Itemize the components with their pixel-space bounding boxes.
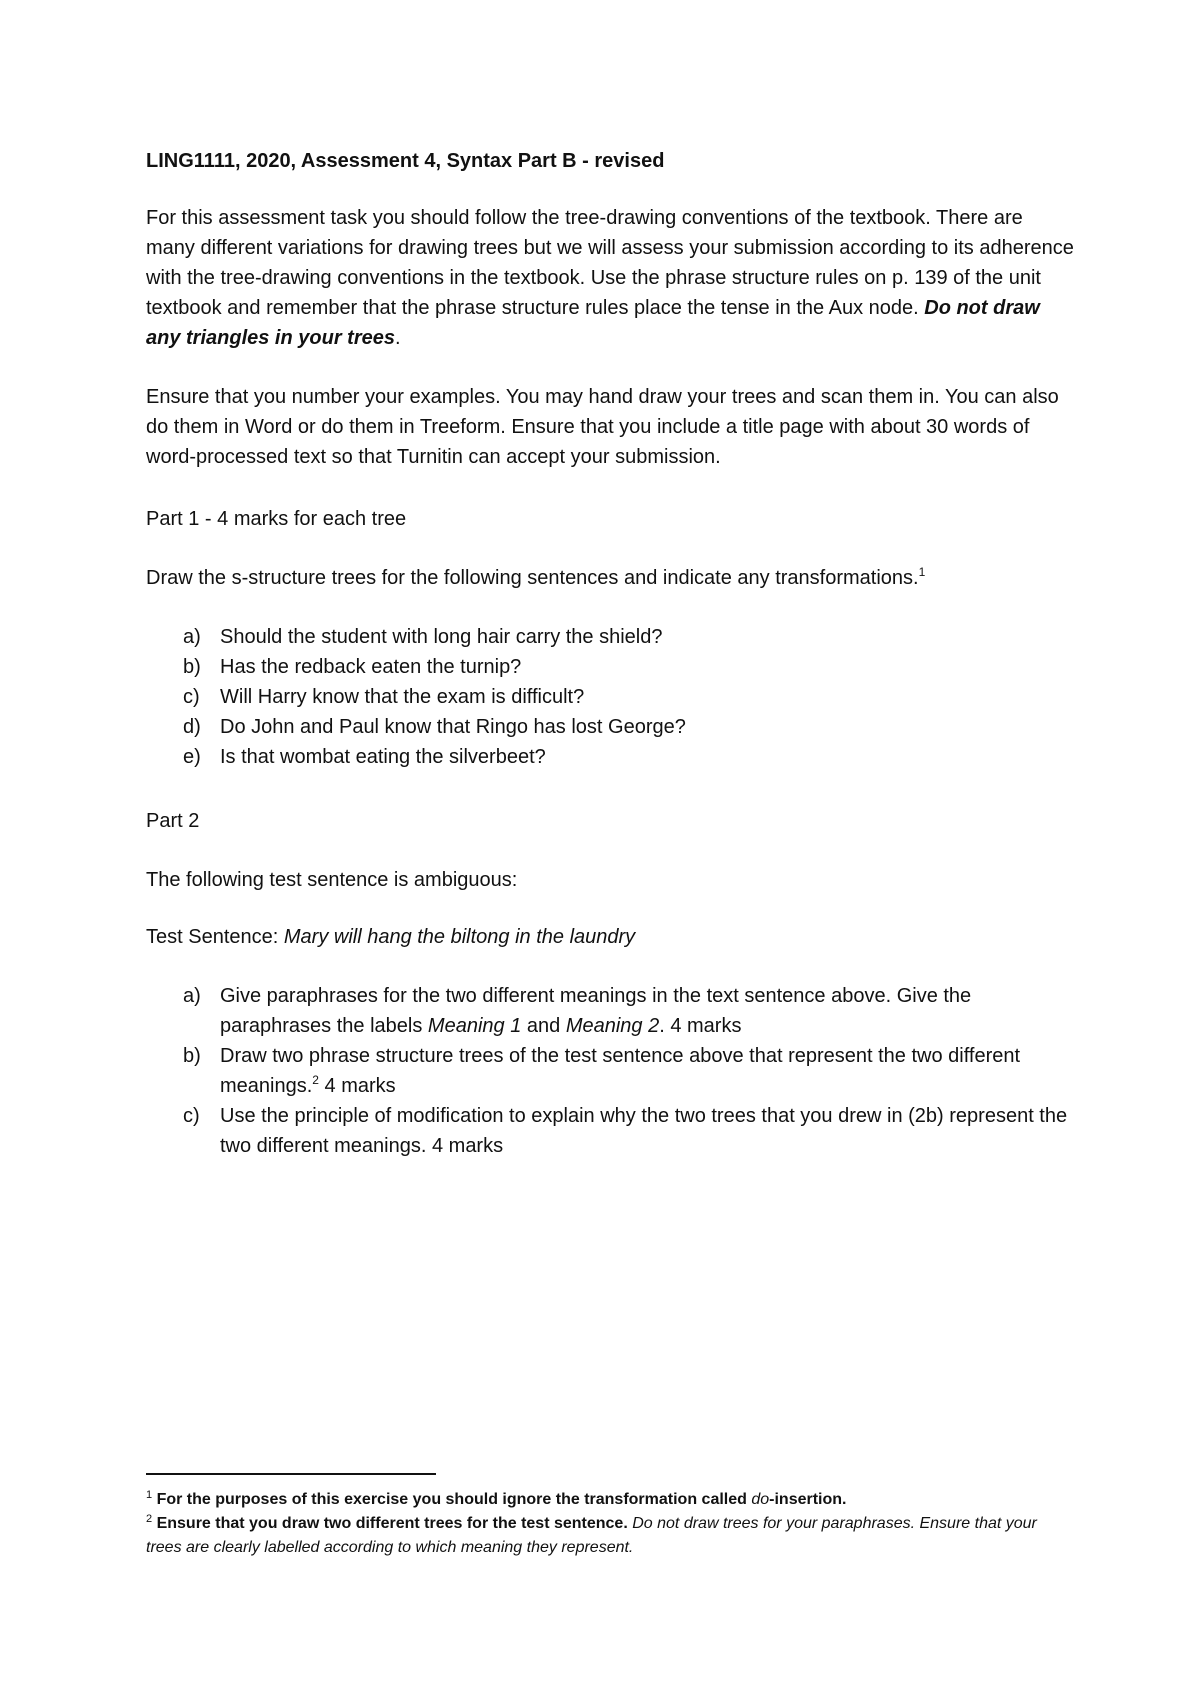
test-sentence-text: Mary will hang the biltong in the laundry bbox=[283, 926, 636, 948]
part1-instruction-text: Draw the s-structure trees for the following sentences and indicate any transformations. bbox=[146, 567, 919, 589]
item-text: Has the redback eaten the turnip? bbox=[220, 656, 522, 678]
footnote-number: 1 bbox=[146, 1489, 153, 1501]
item-marks: 4 marks bbox=[318, 1075, 396, 1097]
item-text: Draw two phrase structure trees of the test sentence above that represent the two different meanings. bbox=[220, 1045, 1021, 1097]
document-title: LING1111, 2020, Assessment 4, Syntax Part B - revised bbox=[146, 150, 665, 172]
footnote-number: 2 bbox=[146, 1513, 153, 1525]
list-item bbox=[146, 712, 1076, 742]
footnote-2 bbox=[146, 1512, 1066, 1560]
item-text: Should the student with long hair carry the shield? bbox=[220, 626, 663, 648]
meaning-1-label: Meaning 1 bbox=[427, 1015, 522, 1037]
item-text: Will Harry know that the exam is difficult? bbox=[220, 686, 585, 708]
intro-text: For this assessment task you should follow the tree-drawing conventions of the textbook. There are many different variations for drawing trees but we will assess your submission according to its adherence with the tree-drawing conventions in the textbook. Use the phrase structure rules on p. 139 of the unit textbook and remember that the phrase structure rules place the tense in the Aux node. bbox=[146, 207, 1074, 319]
part2-question-list bbox=[146, 981, 1076, 1161]
footnote-divider bbox=[146, 1473, 436, 1475]
part2-heading: Part 2 bbox=[146, 810, 200, 832]
footnote-text: Ensure that you draw two different trees for the test sentence. bbox=[152, 1515, 628, 1532]
part2-intro: The following test sentence is ambiguous: bbox=[146, 869, 518, 891]
item-text: Use the principle of modification to explain why the two trees that you drew in (2b) represent the two different meanings. 4 marks bbox=[220, 1105, 1068, 1157]
footnote-ref-1[interactable]: 1 bbox=[918, 565, 926, 579]
item-text: Give paraphrases for the two different meanings in the text sentence above. Give the paraphrases the labels bbox=[220, 985, 972, 1037]
list-item bbox=[146, 742, 1076, 772]
test-sentence-label: Test Sentence: bbox=[146, 926, 284, 948]
item-label: c) bbox=[183, 686, 200, 708]
item-label: b) bbox=[183, 1045, 201, 1067]
list-item bbox=[146, 682, 1076, 712]
item-label: e) bbox=[183, 746, 201, 768]
item-text: Do John and Paul know that Ringo has lost George? bbox=[220, 716, 686, 738]
list-item bbox=[146, 652, 1076, 682]
part1-heading: Part 1 - 4 marks for each tree bbox=[146, 508, 407, 530]
intro-paragraph-2: Ensure that you number your examples. You may hand draw your trees and scan them in. You can also do them in Word or do them in Treeform. Ensure that you include a title page with about 30 words of word-processed text so that Turnitin can accept your submission. bbox=[146, 386, 1059, 468]
footnote-italic: do bbox=[751, 1491, 770, 1508]
test-sentence bbox=[146, 922, 1076, 952]
intro-period: . bbox=[394, 327, 401, 349]
no-triangles-emphasis: Do not draw any triangles in your trees bbox=[146, 297, 1040, 349]
footnote-text: -insertion. bbox=[769, 1491, 847, 1508]
intro-paragraph-1 bbox=[146, 203, 1076, 353]
list-item bbox=[146, 981, 1076, 1041]
item-label: c) bbox=[183, 1105, 200, 1127]
list-item bbox=[146, 1041, 1076, 1101]
item-label: a) bbox=[183, 985, 201, 1007]
part1-sentence-list bbox=[146, 622, 1076, 772]
item-label: d) bbox=[183, 716, 201, 738]
list-item bbox=[146, 1101, 1076, 1161]
meaning-2-label: Meaning 2 bbox=[565, 1015, 660, 1037]
item-marks: . 4 marks bbox=[659, 1015, 742, 1037]
item-label: b) bbox=[183, 656, 201, 678]
item-text: Is that wombat eating the silverbeet? bbox=[220, 746, 546, 768]
part1-instruction bbox=[146, 563, 1076, 593]
footnote-ref-2[interactable]: 2 bbox=[312, 1073, 319, 1087]
footnote-italic: Do not draw trees for your paraphrases. Ensure that your trees are clearly labelled according to which meaning they represent. bbox=[146, 1515, 1037, 1556]
list-item bbox=[146, 622, 1076, 652]
item-label: a) bbox=[183, 626, 201, 648]
footnote-text: For the purposes of this exercise you should ignore the transformation called bbox=[152, 1491, 752, 1508]
item-text: and bbox=[521, 1015, 566, 1037]
footnote-1 bbox=[146, 1488, 1066, 1512]
